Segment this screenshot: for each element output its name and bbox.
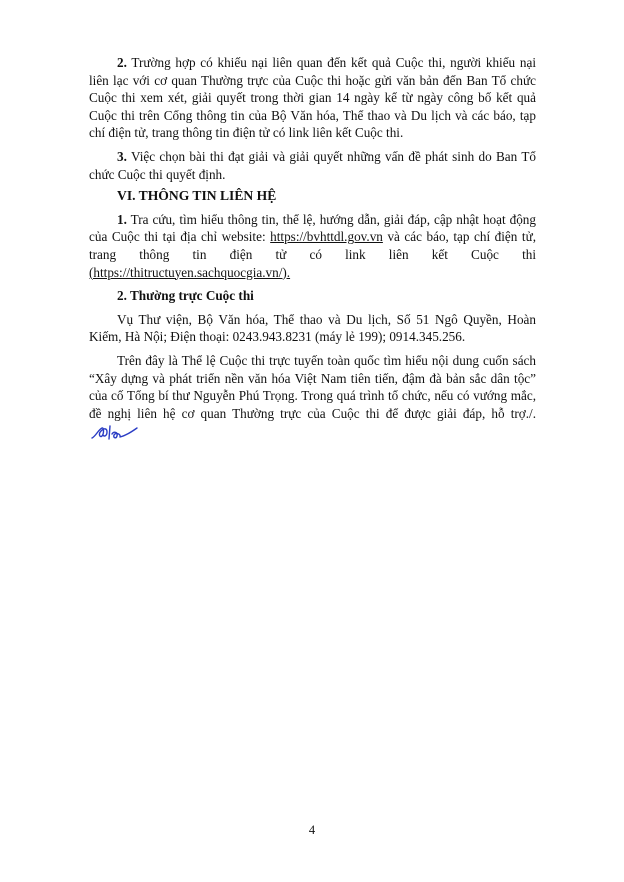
address-paragraph: Vụ Thư viện, Bộ Văn hóa, Thể thao và Du lịch, Số 51 Ngô Quyền, Hoàn Kiếm, Hà Nội; Điện thoại: 0243.943.8231 (máy lẻ 199); 0914.345.256.	[89, 311, 536, 345]
decision-paragraph	[89, 148, 536, 183]
closing-paragraph	[89, 352, 536, 444]
signature-mark-icon	[90, 422, 142, 444]
document-body	[89, 54, 536, 450]
decision-text: Việc chọn bài thi đạt giải và giải quyết những vấn đề phát sinh do Ban Tổ chức Cuộc thi quyết định.	[89, 148, 536, 182]
standing-committee-heading: 2. Thường trực Cuộc thi	[117, 288, 254, 304]
complaint-paragraph	[89, 54, 536, 142]
item-number: 3.	[117, 148, 127, 164]
item-number: 1.	[117, 211, 127, 227]
contest-site-link[interactable]: (https://thitructuyen.sachquocgia.vn/).	[89, 264, 291, 280]
page-number: 4	[308, 823, 316, 837]
website-link[interactable]: https://bvhttdl.gov.vn	[270, 229, 383, 245]
closing-text: Trên đây là Thể lệ Cuộc thi trực tuyến toàn quốc tìm hiểu nội dung cuốn sách “Xây dựng và phát triển nền văn hóa Việt Nam tiên tiến, đậm đà bản sắc dân tộc” của cố Tổng bí thư Nguyễn Phú Trọng. Trong quá trình tổ chức, nếu có vướng mắc, đề nghị liên hệ cơ quan Thường trực của Cuộc thi để được giải đáp, hỗ trợ./.	[89, 352, 536, 421]
lookup-text: Tra cứu, tìm hiểu thông tin, thể lệ, hướng dẫn, giải đáp, cập nhật hoạt động của Cuộc thi tại địa chỉ website:	[89, 211, 536, 245]
item-number: 2.	[117, 55, 127, 70]
section-heading: VI. THÔNG TIN LIÊN HỆ	[117, 188, 277, 204]
complaint-text: Trường hợp có khiếu nại liên quan đến kết quả Cuộc thi, người khiếu nại liên lạc với cơ quan Thường trực của Cuộc thi hoặc gửi văn bản đến Ban Tổ chức Cuộc thi xem xét, giải quyết trong thời gian 14 ngày kể từ ngày công bố kết quả Cuộc thi trên Cổng thông tin của Bộ Văn hóa, Thể thao và Du lịch và các báo, tạp chí điện tử, trang thông tin điện tử có link liên kết Cuộc thi.	[89, 55, 536, 141]
lookup-text-continued: và các báo, tạp chí điện tử, trang thông tin điện tử có link liên kết Cuộc thi	[89, 229, 537, 262]
lookup-paragraph	[89, 211, 536, 281]
